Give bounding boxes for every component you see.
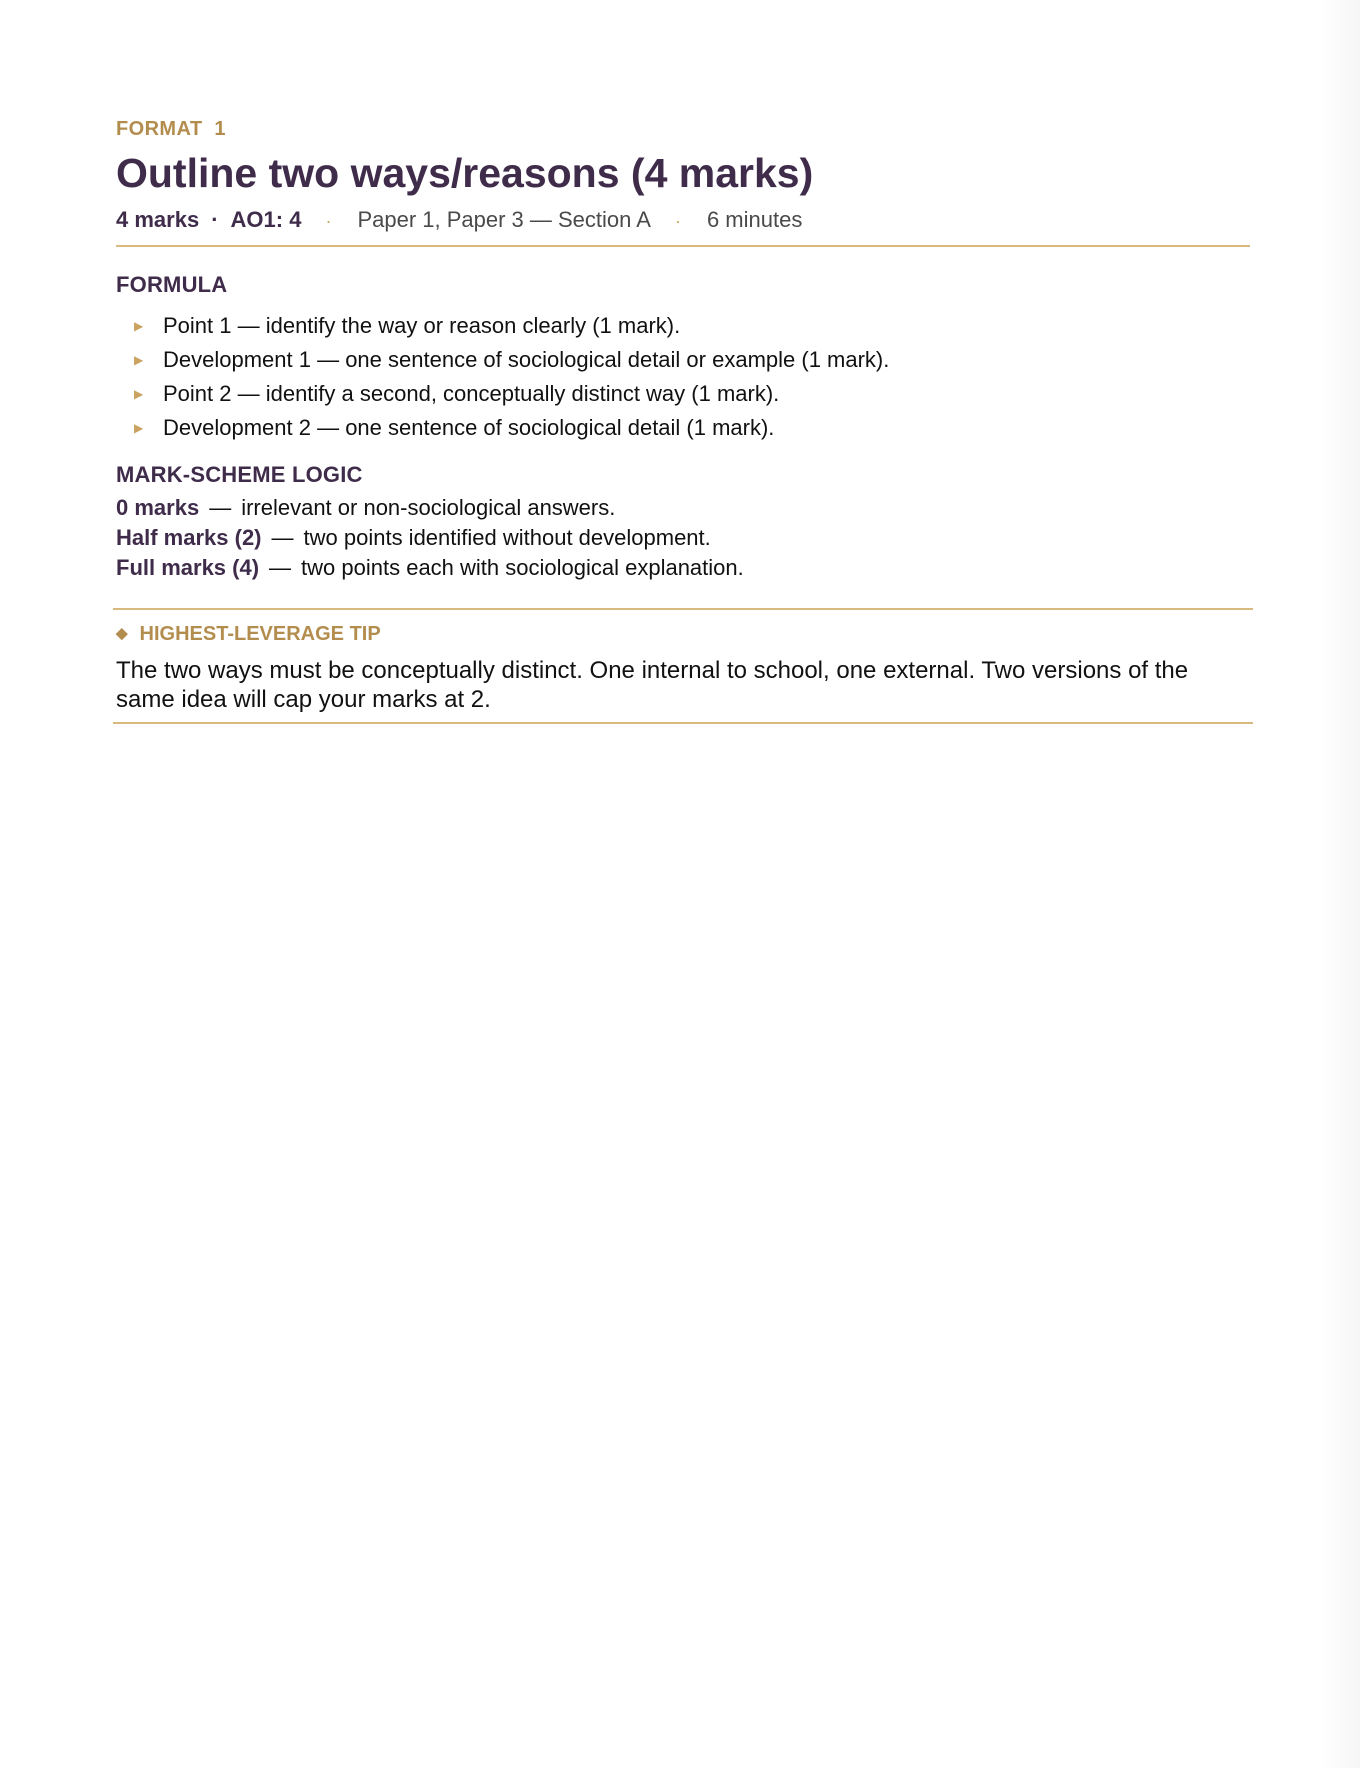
triangle-bullet-icon: ▶: [134, 353, 144, 367]
tip-box: [113, 608, 1253, 724]
marks-count: 4 marks: [116, 207, 200, 232]
triangle-bullet-icon: ▶: [134, 421, 144, 435]
list-item: [116, 377, 1250, 411]
time-allowance: 6 minutes: [706, 207, 803, 232]
diamond-icon: ◆: [116, 625, 128, 642]
format-card: [116, 117, 1250, 724]
formula-step: Development 2 — one sentence of sociological detail (1 mark).: [163, 415, 775, 440]
mark-scheme-row: [116, 553, 1250, 583]
list-item: [116, 343, 1250, 377]
meta-row: [116, 206, 1250, 247]
format-label: FORMAT 1: [116, 118, 226, 140]
mark-scheme-row: [116, 523, 1250, 553]
tip-heading: HIGHEST-LEVERAGE TIP: [139, 623, 381, 645]
mark-scheme-row: [116, 493, 1250, 523]
page-edge-shadow: [1320, 0, 1360, 1768]
formula-step: Point 2 — identify a second, conceptually distinct way (1 mark).: [163, 381, 780, 406]
mark-band-description: irrelevant or non-sociological answers.: [241, 495, 616, 520]
meta-separator: ·: [325, 211, 332, 231]
assessment-objective: AO1: 4: [230, 207, 302, 232]
em-dash: —: [269, 555, 292, 580]
list-item: [116, 309, 1250, 343]
tip-body: The two ways must be conceptually distinct. One internal to school, one external. Two versions of the same idea will cap your marks at 2.: [116, 657, 1189, 713]
triangle-bullet-icon: ▶: [134, 387, 144, 401]
formula-heading: FORMULA: [116, 272, 228, 297]
formula-step: Point 1 — identify the way or reason clearly (1 mark).: [163, 313, 681, 338]
mark-band-label: 0 marks: [116, 495, 200, 520]
meta-separator: ·: [211, 207, 219, 232]
list-item: [116, 411, 1250, 445]
paper-sections: Paper 1, Paper 3 — Section A: [357, 207, 651, 232]
em-dash: —: [209, 495, 232, 520]
mark-scheme-list: [116, 493, 1250, 583]
mark-band-label: Half marks (2): [116, 525, 262, 550]
page-title: Outline two ways/reasons (4 marks): [116, 150, 814, 196]
mark-band-description: two points identified without development.: [303, 525, 711, 550]
em-dash: —: [271, 525, 294, 550]
mark-band-label: Full marks (4): [116, 555, 260, 580]
mark-band-description: two points each with sociological explanation.: [301, 555, 744, 580]
tip-heading-row: [116, 622, 1253, 646]
triangle-bullet-icon: ▶: [134, 319, 144, 333]
meta-separator: ·: [674, 211, 681, 231]
formula-step: Development 1 — one sentence of sociological detail or example (1 mark).: [163, 347, 890, 372]
formula-list: [116, 309, 1250, 445]
mark-scheme-heading: MARK-SCHEME LOGIC: [116, 462, 363, 487]
